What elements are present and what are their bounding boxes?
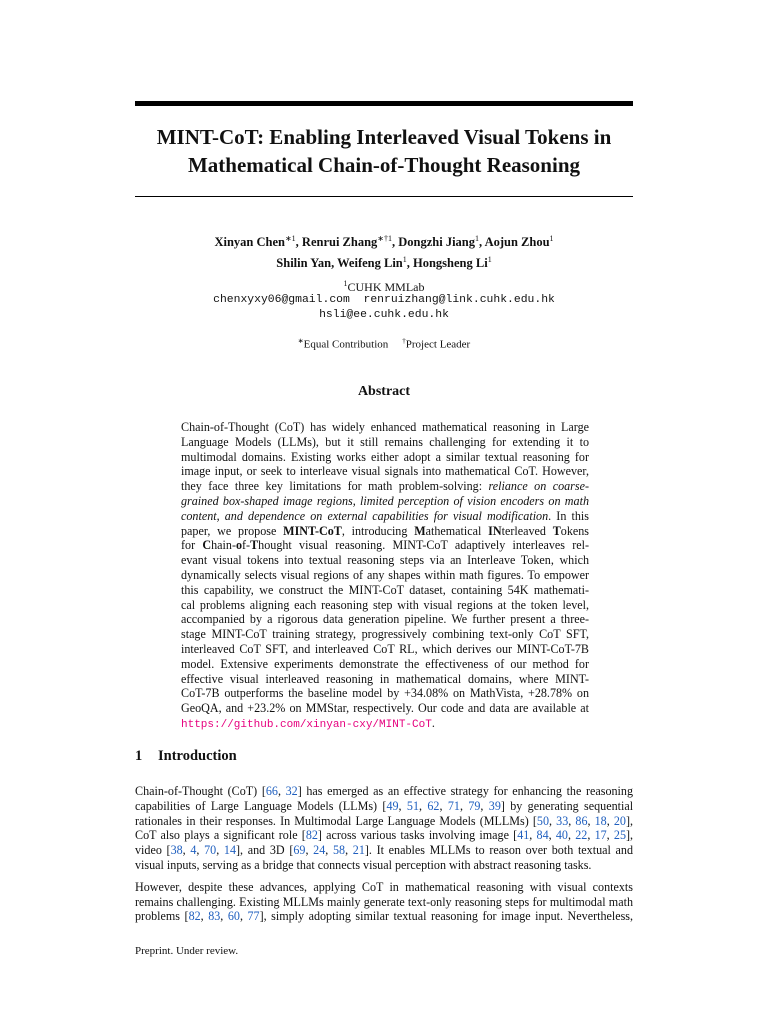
section-number: 1 (135, 748, 143, 764)
body-line: capabilities of Large Language Models (LLMs) [49, 51, 62, 71, 79, 39] by generating sequential (135, 798, 634, 813)
citation-link[interactable]: 39 (488, 798, 501, 813)
abstract-line: GeoQA, and +23.2% on MMStar, respectively. Our code and data are available at (181, 701, 589, 716)
citation-link[interactable]: 32 (285, 784, 298, 798)
author-name: Hongsheng Li (413, 256, 488, 271)
abstract-line: grained box-shaped image regions, limited perception of vision encoders on math (181, 493, 589, 508)
citation-link[interactable]: 86 (575, 813, 588, 828)
body-line: rationales in their responses. In Multimodal Large Language Models (MLLMs) [50, 33, 86, 18, 20], (135, 813, 634, 828)
author-mark: 1 (549, 234, 554, 243)
email-line-1: chenxyxy06@gmail.com renruizhang@link.cuhk.edu.hk (213, 294, 555, 306)
equal-contribution-note: Equal Contribution (303, 338, 389, 351)
abstract-line: content, and dependence on external capabilities for visual modification. In this (181, 508, 589, 523)
abstract-line: for Chain-of-Thought visual reasoning. MINT-CoT adaptively interleaves rel- (181, 538, 589, 553)
citation-link[interactable]: 83 (208, 909, 221, 924)
abstract-line: accompanied by a rigorous data generation pipeline. We further present a three- (181, 612, 589, 627)
introduction-body (135, 784, 633, 924)
citation-link[interactable]: 62 (427, 798, 440, 813)
abstract-line: this capability, we construct the MINT-CoT dataset, containing 54K mathemati- (181, 582, 589, 597)
citation-link[interactable]: 50 (536, 813, 550, 828)
project-leader-note: Project Leader (405, 338, 471, 351)
citation-link[interactable]: 20 (613, 813, 626, 828)
abstract-body (181, 420, 589, 733)
preprint-footer: Preprint. Under review. (135, 945, 239, 957)
citation-link[interactable]: 60 (227, 909, 240, 924)
citation-link[interactable]: 21 (352, 843, 365, 858)
citation-link[interactable]: 41 (517, 828, 530, 843)
citation-link[interactable]: 24 (313, 843, 326, 858)
paragraph (135, 784, 633, 873)
abstract-line: effective visual interleaved reasoning in mathematical domains, where MINT- (181, 671, 589, 686)
abstract-line: evant visual tokens into textual reasoning steps via an Interleave Token, which (181, 553, 589, 568)
abstract-heading: Abstract (357, 384, 411, 399)
abstract-line: dynamically selects visual regions of any shapes within math figures. To empower (181, 567, 589, 582)
author-mark: 1 (402, 255, 407, 265)
citation-link[interactable]: 4 (190, 843, 197, 858)
equal-mark: ∗ (297, 337, 304, 345)
citation-link[interactable]: 79 (468, 798, 481, 813)
author-line-2: Shilin Yan, Weifeng Lin$^1$, Hongsheng Li$^1$ (276, 255, 492, 271)
abstract-line: model. Extensive experiments demonstrate the effectiveness of our method for (181, 656, 589, 671)
citation-link[interactable]: 14 (223, 843, 237, 858)
body-line: problems [82, 83, 60, 77], simply adopting similar textual reasoning for image input. Nevertheless, (135, 909, 634, 924)
author-mark: ∗1 (284, 234, 296, 243)
email-line-2: hsli@ee.cuhk.edu.hk (319, 309, 449, 321)
citation-link[interactable]: 18 (594, 813, 607, 828)
body-line: visual inputs, serving as a bridge that connects visual perception with abstract reasoning tasks. (135, 857, 592, 872)
author-mark: 1 (487, 255, 492, 265)
author-mark: 1 (475, 234, 480, 243)
body-line: Chain-of-Thought (CoT) [66, 32] has emerged as an effective strategy for enhancing the reasoning (135, 784, 633, 798)
body-line: CoT also plays a significant role [82] across various tasks involving image [41, 84, 40, 22, 17, 25], (135, 828, 634, 843)
citation-link[interactable]: 82 (305, 828, 318, 843)
author-name: Shilin Yan (276, 256, 332, 271)
author-name: Dongzhi Jiang (398, 235, 476, 250)
citation-link[interactable]: 22 (575, 828, 588, 843)
author-list (135, 230, 633, 272)
section-title: Introduction (158, 748, 237, 764)
body-line: remains challenging. Existing MLLMs mainly generate text-only reasoning steps for multimodal math (135, 894, 633, 909)
citation-link[interactable]: 51 (406, 798, 419, 813)
abstract-line: stage MINT-CoT training strategy, progressively combining text-only CoT SFT, (181, 627, 589, 642)
abstract-line: they face three key limitations for math problem-solving: reliance on coarse- (181, 479, 589, 494)
author-name: Xinyan Chen (214, 235, 285, 250)
abstract-line: CoT-7B outperforms the baseline model by +34.08% on MathVista, +28.78% on (181, 686, 589, 701)
body-line: However, despite these advances, applying CoT in mathematical reasoning with visual contexts (135, 879, 633, 894)
body-line: video [38, 4, 70, 14], and 3D [69, 24, 58, 21]. It enables MLLMs to reason over both textual and (135, 843, 633, 858)
citation-link[interactable]: 77 (247, 909, 260, 924)
citation-link[interactable]: 17 (594, 828, 607, 843)
paper-title (135, 123, 633, 179)
citation-link[interactable]: 33 (556, 813, 569, 828)
abstract-line: cal problems aligning each reasoning step with visual regions at the token level, (181, 597, 589, 612)
paragraph (135, 880, 633, 924)
citation-link[interactable]: 66 (265, 784, 278, 798)
citation-link[interactable]: 82 (188, 909, 201, 924)
section-heading-introduction (135, 748, 237, 765)
citation-link[interactable]: 84 (536, 828, 549, 843)
title-top-rule (135, 101, 633, 106)
title-bottom-rule (135, 196, 633, 197)
title-line-1: MINT-CoT: Enabling Interleaved Visual Tokens in (156, 125, 612, 149)
abstract-line: multimodal domains. Existing works either adopt a similar textual reasoning for (181, 449, 589, 464)
author-mark: ∗†1 (377, 234, 392, 243)
affiliation-mark: 1 (343, 279, 348, 288)
author-name: Renrui Zhang (301, 235, 378, 250)
abstract-line: Language Models (LLMs), but it still remains challenging for extending it to (181, 434, 589, 449)
contribution-notes (135, 334, 633, 352)
abstract-line: interleaved CoT SFT, and interleaved CoT RL, which derives our MINT-CoT-7B (181, 641, 589, 656)
citation-link[interactable]: 71 (447, 798, 460, 813)
author-name: Aojun Zhou (484, 235, 550, 250)
author-line-1: Xinyan Chen$^{∗1}$, Renrui Zhang$^{∗\dagger 1}$, Dongzhi Jiang$^1$, Aojun Zhou$^1$ (214, 234, 554, 250)
citation-link[interactable]: 25 (613, 828, 626, 843)
leader-mark: † (402, 337, 406, 345)
title-line-2: Mathematical Chain-of-Thought Reasoning (187, 153, 581, 177)
author-emails (135, 293, 633, 323)
citation-link[interactable]: 38 (170, 843, 183, 858)
citation-link[interactable]: 58 (332, 843, 346, 858)
abstract-line: paper, we propose MINT-CoT, introducing Mathematical INterleaved Tokens (181, 523, 590, 538)
abstract-line: image input, or seek to interleave visual signals into mathematical CoT. However, (181, 464, 589, 479)
citation-link[interactable]: 49 (386, 798, 399, 813)
citation-link[interactable]: 70 (204, 843, 217, 858)
author-name: Weifeng Lin (337, 256, 403, 271)
affiliation-name: CUHK MMLab (347, 280, 425, 294)
abstract-line: https://github.com/xinyan-cxy/MINT-CoT. (181, 715, 435, 731)
abstract-line: Chain-of-Thought (CoT) has widely enhanced mathematical reasoning in Large (181, 420, 589, 434)
citation-link[interactable]: 40 (555, 828, 568, 843)
citation-link[interactable]: 69 (293, 843, 306, 858)
code-repository-link[interactable]: https://github.com/xinyan-cxy/MINT-CoT (181, 718, 432, 731)
